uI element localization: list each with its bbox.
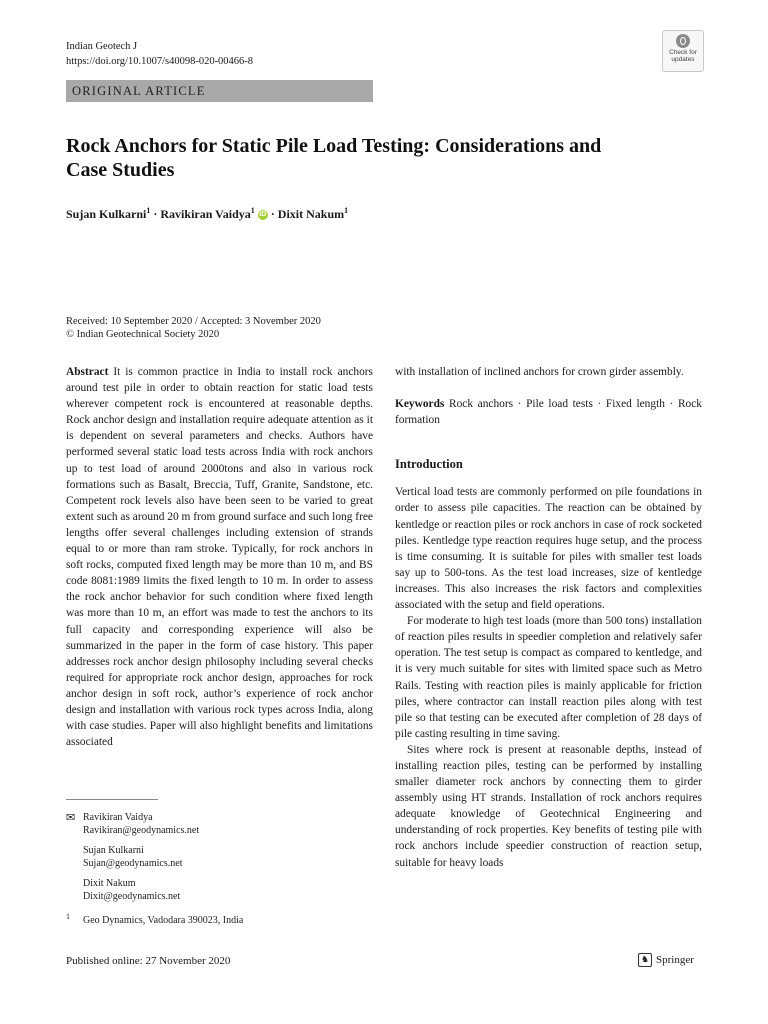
intro-paragraph: Vertical load tests are commonly performed on pile foundations in order to assess pile capacities. The reaction can be obtained by kentledge or reaction piles or rock anchors in case of rock socketed piles. Kentledge type reaction requires huge setup, and the process is time consuming. It is suitable for piles with smaller test loads say up to 500-tons. As the test load increases, size of kentledge increases. This also increases the risk factors and complexities associated with the setup and field operations. [395,486,702,612]
article-type-banner: ORIGINAL ARTICLE [66,80,373,102]
coauthor-name: Sujan Kulkarni [83,845,144,856]
abstract-paragraph [66,364,373,750]
abstract-continuation: with installation of inclined anchors for crown girder assembly. [395,366,684,378]
keywords-label: Keywords [395,398,445,411]
footnote-divider [66,799,158,800]
envelope-icon: ✉ [66,811,76,824]
author-separator: · [150,207,161,221]
update-icon [676,34,690,48]
check-for-updates-badge[interactable] [662,30,704,72]
springer-horse-icon: ♞ [638,953,652,967]
abstract-label: Abstract [66,366,109,378]
author-name[interactable]: Ravikiran Vaidya [160,207,251,221]
corresponding-author-name: Ravikiran Vaidya [83,812,153,823]
affiliation-sup: 1 [66,912,70,921]
right-column [395,364,702,871]
author-affil-sup: 1 [250,206,255,215]
coauthor-name: Dixit Nakum [83,878,136,889]
badge-line-2: updates [671,56,695,63]
author-affil-sup: 1 [146,206,151,215]
coauthor-email[interactable]: Sujan@geodynamics.net [83,858,183,869]
intro-paragraph: For moderate to high test loads (more than 500 tons) installation of reaction piles results in speedier completion and relatively safer operation. The test setup is compact as compared to kentledge, and it is very much suitable for sites with limited space such as Metro Rails. Testing with reaction piles is mainly applicable for friction piles, where contractor can install reaction piles along with test pile so that testing can be executed after completion of 28 days of pile casting resulting in time saving. [395,615,702,740]
publisher-name: Springer [656,954,694,966]
paper-title: Rock Anchors for Static Pile Load Testing: Considerations and Case Studies [66,135,602,181]
intro-paragraph: Sites where rock is present at reasonable depths, instead of installing reaction piles, testing can be performed by installing smaller diameter rock anchors by connecting them to girder assembly using HT strands. Installation of rock anchors requires adequate knowledge of Geotechnical Engineering and understanding of rock properties. Key benefits of testing pile with rock anchors include speedier construction of reaction setup, suitable for heavy loads [395,743,702,869]
publisher-logo [638,953,694,967]
doi-link[interactable]: https://doi.org/10.1007/s40098-020-00466-8 [66,56,254,67]
orcid-icon[interactable]: iD [259,211,267,219]
left-column [66,364,373,750]
affiliation-text: Geo Dynamics, Vadodara 390023, India [83,915,244,926]
journal-name: Indian Geotech J [66,41,138,52]
author-affil-sup: 1 [344,206,349,215]
badge-line-1: Check for [669,49,697,56]
abstract-text: It is common practice in India to install rock anchors around test pile in order to obtain reaction for static load tests wherever competent rock is encountered at reasonable depths. Rock anchor design and installation require adequate attention as it is dependent on several parameters and checks. Authors have performed several static load tests across India with rock anchors up to test load of around 2000tons and also in various rock formations such as Basalt, Breccia, Tuff, Granite, Sandstone, etc. Competent rock levels also have been seen to be varied to great extent such as around 20 m from ground surface and such long free lengths offer several challenges including extension of strands equal to or more than ram stroke. Typically, for rock anchors in soft rocks, computed fixed length may be more than 10 m, and BS code 8081:1989 limits the fixed length to 10 m. In order to assess the rock anchor behavior for such condition where fixed length was more than 10 m, an effort was made to test the anchors to its full capacity and corresponding experience will also be summarized in the paper in the form of case history. This paper addresses rock anchor design philosophy including several checks required for appropriate rock anchor design, approaches for rock anchor design in soft rock, author’s experience of rock anchor design and installation with various rock types across India, along with case studies. Paper will also highlight benefits and limitations associated [66,366,373,749]
keywords-paragraph [395,396,702,428]
author-list [66,202,348,223]
coauthor-email[interactable]: Dixit@geodynamics.net [83,891,181,902]
introduction-heading: Introduction [395,457,463,472]
copyright-notice: © Indian Geotechnical Society 2020 [66,329,220,340]
author-name[interactable]: Dixit Nakum [277,207,345,221]
author-name[interactable]: Sujan Kulkarni [66,207,147,221]
corresponding-author-email[interactable]: Ravikiran@geodynamics.net [83,825,200,836]
author-separator: · [267,207,278,221]
published-online-date: Published online: 27 November 2020 [66,955,231,967]
received-accepted-dates: Received: 10 September 2020 / Accepted: 3 November 2020 [66,316,321,327]
keywords-text: Rock anchors · Pile load tests · Fixed length · Rock formation [395,398,702,427]
